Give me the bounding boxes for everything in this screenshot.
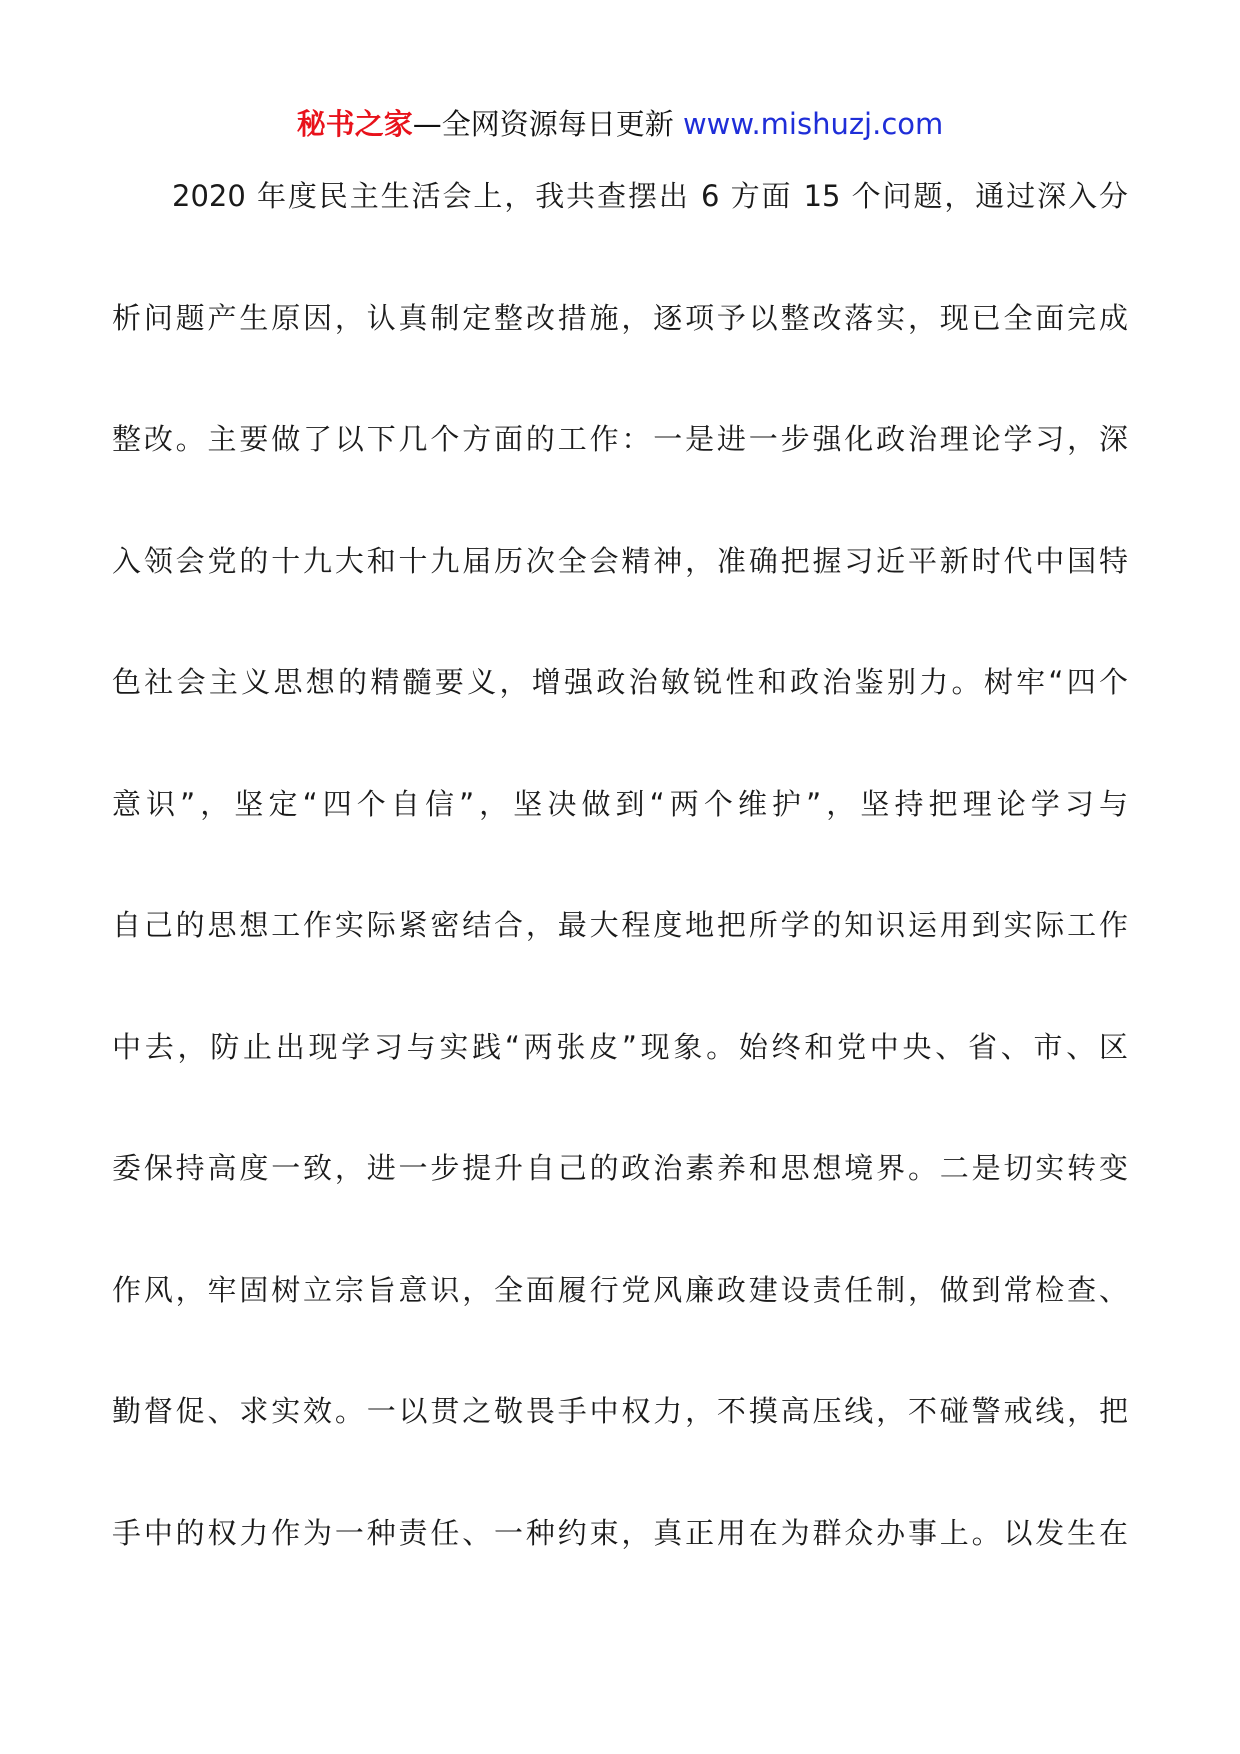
page-header (0, 100, 1240, 148)
document-body (112, 166, 1128, 1624)
body-line: 析问题产生原因，认真制定整改措施，逐项予以整改落实，现已全面完成 (112, 300, 1128, 335)
body-line: 作风，牢固树立宗旨意识，全面履行党风廉政建设责任制，做到常检查、 (112, 1272, 1128, 1307)
body-line: 意识”，坚定“四个自信”，坚决做到“两个维护”，坚持把理论学习与 (112, 786, 1128, 821)
body-line: 手中的权力作为一种责任、一种约束，真正用在为群众办事上。以发生在 (112, 1515, 1128, 1550)
header-tagline: —全网资源每日更新 (412, 107, 674, 141)
body-line: 自己的思想工作实际紧密结合，最大程度地把所学的知识运用到实际工作 (112, 908, 1128, 942)
body-line: 勤督促、求实效。一以贯之敬畏手中权力，不摸高压线，不碰警戒线，把 (112, 1394, 1128, 1428)
body-line: 中去，防止出现学习与实践“两张皮”现象。始终和党中央、省、市、区 (112, 1029, 1128, 1064)
brand-name: 秘书之家 (296, 107, 413, 141)
body-line: 2020 年度民主生活会上，我共查摆出 6 方面 15 个问题，通过深入分 (172, 179, 1128, 213)
body-line: 委保持高度一致，进一步提升自己的政治素养和思想境界。二是切实转变 (112, 1151, 1128, 1185)
site-url-link[interactable]: www.mishuzj.com (682, 107, 944, 141)
body-line: 色社会主义思想的精髓要义，增强政治敏锐性和政治鉴别力。树牢“四个 (112, 665, 1128, 699)
body-line: 整改。主要做了以下几个方面的工作：一是进一步强化政治理论学习，深 (112, 422, 1128, 456)
body-line: 入领会党的十九大和十九届历次全会精神，准确把握习近平新时代中国特 (112, 543, 1128, 578)
